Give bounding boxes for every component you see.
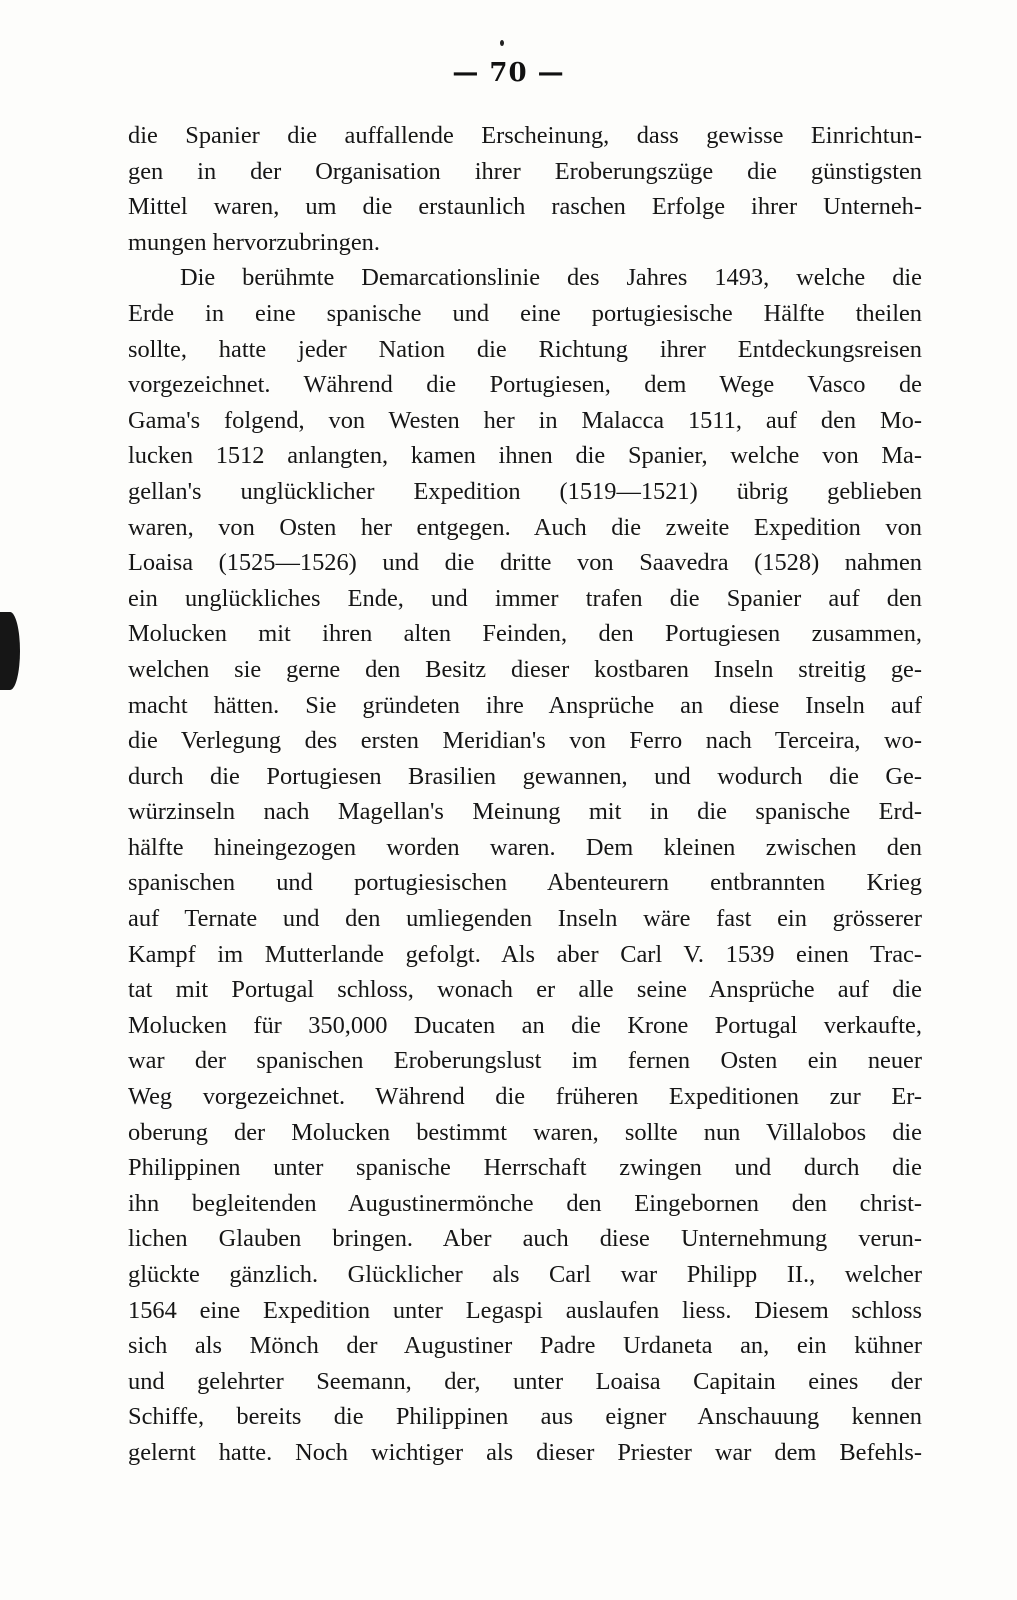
text-line: und gelehrter Seemann, der, unter Loaisa Capitain eines der (128, 1367, 922, 1395)
text-line: Molucken mit ihren alten Feinden, den Portugiesen zusammen, (128, 620, 922, 648)
text-line: lucken 1512 anlangten, kamen ihnen die Spanier, welche von Ma- (128, 442, 922, 470)
text-line: macht hätten. Sie gründeten ihre Ansprüche an diese Inseln auf (128, 691, 922, 719)
text-line: welchen sie gerne den Besitz dieser kostbaren Inseln streitig ge- (128, 655, 922, 683)
text-line: spanischen und portugiesischen Abenteurern entbrannten Krieg (128, 869, 922, 897)
text-line: vorgezeichnet. Während die Portugiesen, dem Wege Vasco de (128, 371, 922, 399)
text-line: sich als Mönch der Augustiner Padre Urdaneta an, ein kühner (128, 1332, 922, 1360)
text-line: sollte, hatte jeder Nation die Richtung ihrer Entdeckungsreisen (128, 335, 922, 363)
text-line: Weg vorgezeichnet. Während die früheren Expeditionen zur Er- (128, 1083, 922, 1111)
text-line: lichen Glauben bringen. Aber auch diese Unternehmung verun- (128, 1225, 922, 1253)
text-line: tat mit Portugal schloss, wonach er alle seine Ansprüche auf die (128, 976, 922, 1004)
body-text (128, 118, 922, 1471)
text-line: gelernt hatte. Noch wichtiger als dieser Priester war dem Befehls- (128, 1438, 922, 1466)
text-line: war der spanischen Eroberungslust im fernen Osten ein neuer (128, 1047, 922, 1075)
scan-edge-mark (0, 612, 20, 690)
text-line: Schiffe, bereits die Philippinen aus eigner Anschauung kennen (128, 1403, 922, 1431)
text-line: Gama's folgend, von Westen her in Malacca 1511, auf den Mo- (128, 406, 922, 434)
text-line: Erde in eine spanische und eine portugiesische Hälfte theilen (128, 299, 922, 327)
text-line: die Verlegung des ersten Meridian's von Ferro nach Terceira, wo- (128, 727, 922, 755)
text-line: ein unglückliches Ende, und immer trafen die Spanier auf den (128, 584, 922, 612)
text-line: 1564 eine Expedition unter Legaspi auslaufen liess. Diesem schloss (128, 1296, 922, 1324)
page-number: — 70 — (452, 58, 565, 88)
text-line: mungen hervorzubringen. (128, 228, 380, 256)
text-line: Mittel waren, um die erstaunlich raschen Erfolge ihrer Unterneh- (128, 193, 922, 221)
text-line: gen in der Organisation ihrer Eroberungszüge die günstigsten (128, 157, 922, 185)
text-line: glückte gänzlich. Glücklicher als Carl war Philipp II., welcher (128, 1261, 922, 1288)
text-line: waren, von Osten her entgegen. Auch die zweite Expedition von (128, 513, 922, 541)
text-line: Loaisa (1525—1526) und die dritte von Saavedra (1528) nahmen (128, 549, 922, 577)
text-line: hälfte hineingezogen worden waren. Dem kleinen zwischen den (128, 833, 922, 861)
text-line: Kampf im Mutterlande gefolgt. Als aber Carl V. 1539 einen Trac- (128, 940, 922, 968)
text-line: Molucken für 350,000 Ducaten an die Krone Portugal verkaufte, (128, 1011, 922, 1039)
text-line: Philippinen unter spanische Herrschaft zwingen und durch die (128, 1154, 922, 1182)
text-line: oberung der Molucken bestimmt waren, sollte nun Villalobos die (128, 1118, 922, 1146)
text-line: ihn begleitenden Augustinermönche den Eingebornen den christ- (128, 1189, 922, 1217)
text-line: auf Ternate und den umliegenden Inseln wäre fast ein grösserer (128, 905, 922, 933)
text-line: durch die Portugiesen Brasilien gewannen, und wodurch die Ge- (128, 762, 922, 790)
text-line: Die berühmte Demarcationslinie des Jahres 1493, welche die (180, 264, 922, 292)
scan-dot (500, 40, 504, 46)
text-line: die Spanier die auffallende Erscheinung, dass gewisse Einrichtun- (128, 122, 922, 149)
text-line: gellan's unglücklicher Expedition (1519—1521) übrig geblieben (128, 477, 922, 505)
text-line: würzinseln nach Magellan's Meinung mit in die spanische Erd- (128, 798, 922, 826)
